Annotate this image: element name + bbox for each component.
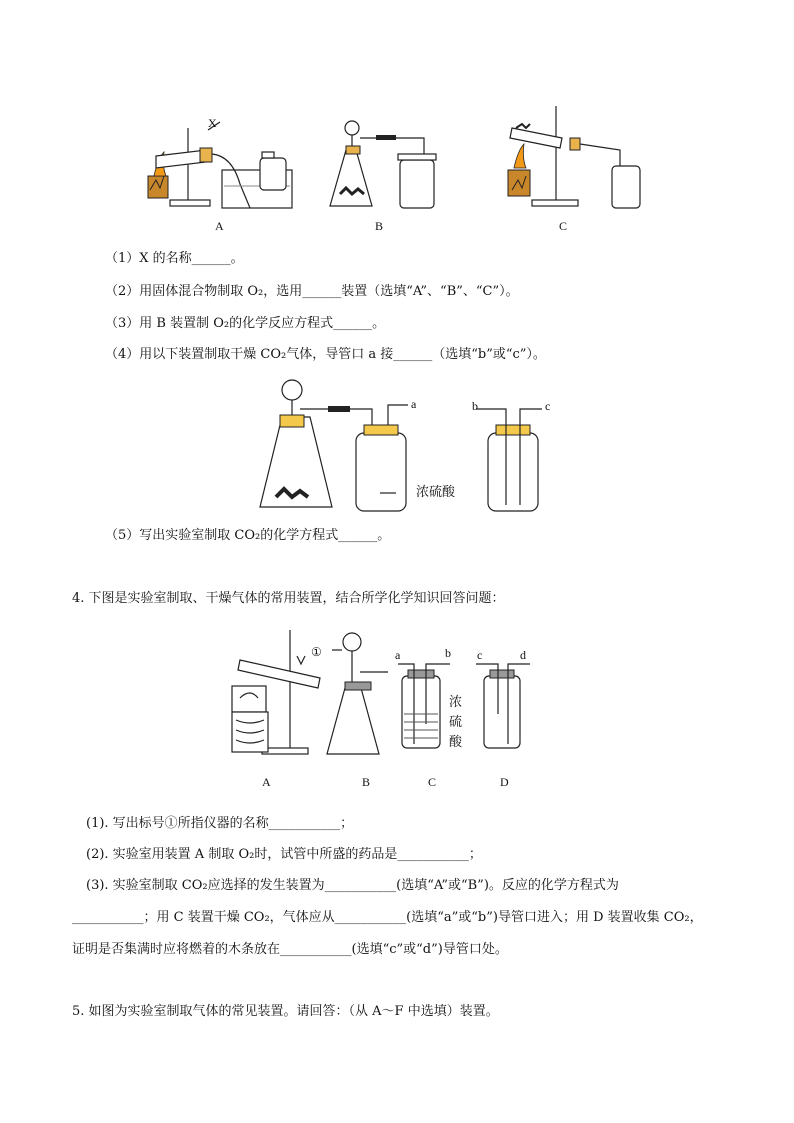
question-4-3: (3). 实验室制取 CO₂应选择的发生装置为___________(选填“A”或“B”)。反应的化学方程式为: [86, 878, 619, 893]
question-4-3-cont: ___________；用 C 装置干燥 CO₂，气体应从___________(选填“a”或“b”)导管口进入；用 D 装置收集 CO₂，: [72, 910, 703, 925]
port-label-d-q4: d: [520, 648, 526, 662]
label-x: X: [208, 116, 217, 130]
caption-apparatus-b: B: [375, 219, 384, 233]
port-label-b: b: [472, 399, 478, 413]
apparatus-b-drawing: [330, 121, 436, 208]
figure2-drying-apparatus: [0, 375, 794, 515]
caption-apparatus-a: A: [215, 219, 224, 233]
figure3-apparatus: [0, 620, 794, 780]
question-3-3: （3）用 B 装置制 O₂的化学反应方程式______。: [105, 316, 386, 331]
apparatus-c-drawing: [508, 106, 640, 208]
acid-char-2: 硫: [449, 715, 463, 730]
question-4-intro: 4. 下图是实验室制取、干燥气体的常用装置，结合所学化学知识回答问题：: [72, 591, 505, 606]
question-5-intro: 5. 如图为实验室制取气体的常见装置。请回答：（从 A～F 中选填）装置。: [72, 1004, 499, 1019]
question-4-3-cont2: 证明是否集满时应将燃着的木条放在___________(选填“c”或“d”)导管口处。: [72, 942, 508, 957]
caption-apparatus-c: C: [559, 219, 568, 233]
figure1-apparatus: [0, 0, 794, 240]
acid-label: 浓硫酸: [416, 485, 456, 500]
port-label-c: c: [545, 399, 551, 413]
acid-char-1: 浓: [449, 695, 463, 710]
port-label-a-q4: a: [395, 648, 401, 662]
apparatus-a-drawing: [148, 122, 292, 208]
question-4-1: (1). 写出标号①所指仪器的名称___________；: [86, 816, 354, 831]
question-4-2: (2). 实验室用装置 A 制取 O₂时，试管中所盛的药品是___________；: [86, 847, 482, 862]
caption-q4-c: C: [428, 775, 437, 789]
port-label-a: a: [411, 397, 417, 411]
caption-q4-d: D: [500, 775, 509, 789]
question-3-4: （4）用以下装置制取干燥 CO₂气体，导管口 a 接______（选填“b”或“c”）。: [105, 347, 546, 362]
port-label-c-q4: c: [477, 648, 483, 662]
question-3-2: （2）用固体混合物制取 O₂，选用______装置（选填“A”、“B”、“C”）。: [105, 284, 519, 299]
question-3-5: （5）写出实验室制取 CO₂的化学方程式______。: [105, 528, 391, 543]
acid-char-3: 酸: [449, 735, 463, 750]
port-label-b-q4: b: [445, 646, 451, 660]
marker-1: ①: [311, 645, 322, 659]
caption-q4-b: B: [362, 775, 371, 789]
caption-q4-a: A: [262, 775, 271, 789]
question-3-1: （1）X 的名称______。: [105, 251, 244, 266]
